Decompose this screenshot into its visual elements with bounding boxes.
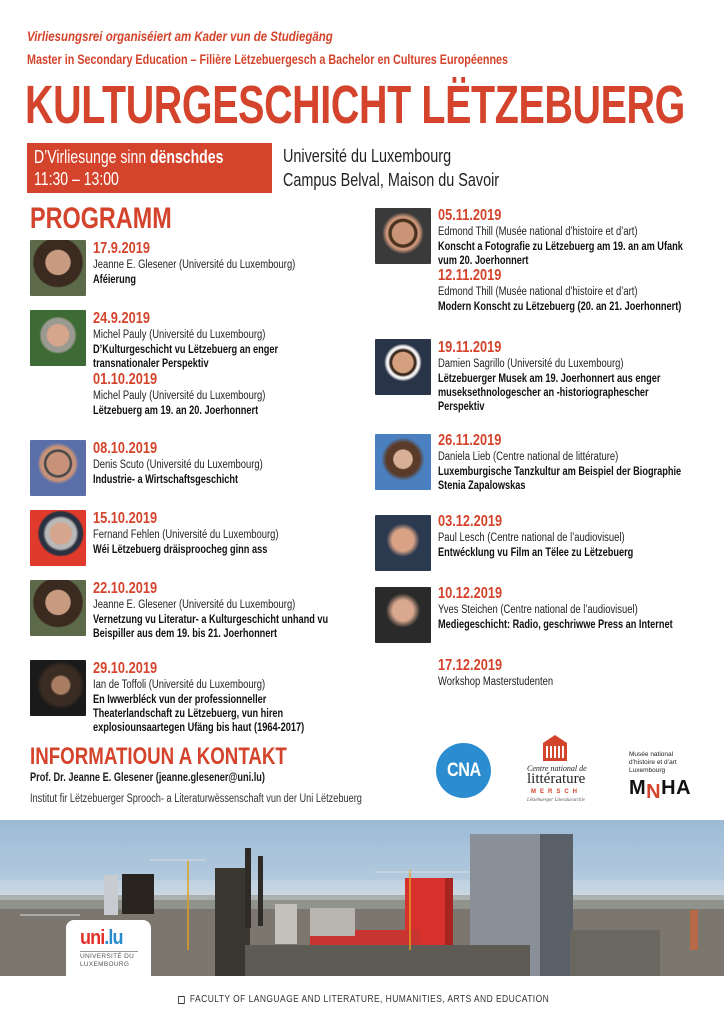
programme-entry (438, 267, 724, 314)
cnl-house-icon (540, 733, 570, 763)
mnha-caption (629, 751, 719, 775)
entry-date: 19.11.2019 (438, 339, 502, 356)
entry-speaker: Damien Sagrillo (Université du Luxembourg) (438, 358, 624, 370)
cna-logo-text: CNA (446, 759, 481, 781)
entry-date: 05.11.2019 (438, 207, 502, 224)
cnl-line1: Centre national de (527, 764, 587, 773)
venue (283, 144, 553, 192)
series-subtitle: Virliesungsrei organiséiert am Kader vun de Studiegäng (27, 28, 333, 44)
portrait-edmond-thill (375, 208, 431, 264)
entry-talk: Industrie- a Wirtschaftsgeschicht (93, 474, 239, 486)
entry-speaker: Paul Lesch (Centre national de l’audiovisuel) (438, 532, 625, 544)
entry-talk: Entwécklung vu Film an Tëlee zu Lëtzebuerg (438, 547, 634, 559)
programme-entry (93, 440, 300, 487)
schedule-box (27, 143, 272, 193)
entry-talk: Mediegeschicht: Radio, geschriwwe Press an Internet (438, 619, 673, 631)
entry-speaker: Denis Scuto (Université du Luxembourg) (93, 459, 263, 471)
entry-talk: Luxemburgische Tanzkultur am Beispiel der Biographie (438, 466, 682, 478)
portrait-jeanne-glesener (30, 580, 86, 636)
entry-date: 08.10.2019 (93, 440, 158, 457)
portrait-daniela-lieb (375, 434, 431, 490)
entry-speaker: Edmond Thill (Musée national d’histoire et d’art) (438, 226, 638, 238)
unilu-uni: uni (80, 927, 105, 949)
entry-talk: Wéi Lëtzebuerg dräisproocheg ginn ass (93, 544, 268, 556)
cnl-line3: MERSCH (531, 789, 582, 795)
unilu-wordmark (80, 927, 123, 950)
programme-entry (438, 207, 724, 268)
portrait-paul-lesch (375, 515, 431, 571)
entry-speaker: Workshop Masterstudenten (438, 676, 554, 688)
mnha-n: N (646, 781, 662, 803)
entry-talk: explosiounsaartegen Ufäng bis haut (1964-2017) (93, 722, 305, 734)
programme-entry (93, 580, 387, 641)
entry-speaker: Yves Steichen (Centre national de l’audiovisuel) (438, 604, 638, 616)
entry-talk: Modern Konscht zu Lëtzebuerg (20. an 21. Joerhonnert) (438, 301, 682, 313)
entry-talk: transnationaler Perspektiv (93, 358, 209, 370)
unilu-lu: .lu (104, 927, 123, 949)
entry-talk: Stenia Zapalowskas (438, 480, 526, 492)
entry-speaker: Jeanne E. Glesener (Université du Luxembourg) (93, 259, 296, 271)
portrait-yves-steichen (375, 587, 431, 643)
unilu-logo (66, 920, 151, 976)
entry-date: 10.12.2019 (438, 585, 503, 602)
entry-talk: Lëtzebuerger Musek am 19. Joerhonnert aus enger (438, 373, 661, 385)
entry-date: 26.11.2019 (438, 432, 502, 449)
portrait-damien-sagrillo (375, 339, 431, 395)
faculty-footer (178, 994, 549, 1005)
programme-entry (438, 339, 716, 414)
entry-speaker: Michel Pauly (Université du Luxembourg) (93, 390, 266, 402)
cna-logo (436, 743, 491, 798)
entry-date: 22.10.2019 (93, 580, 158, 597)
portrait-michel-pauly (30, 310, 86, 366)
entry-date: 29.10.2019 (93, 660, 158, 677)
entry-date: 12.11.2019 (438, 267, 502, 284)
unilu-caption (80, 953, 134, 969)
entry-date: 15.10.2019 (93, 510, 158, 527)
mnha-caption-line1: Musée national (629, 751, 674, 758)
entry-date: 17.12.2019 (438, 657, 503, 674)
entry-speaker: Daniela Lieb (Centre national de littérature) (438, 451, 619, 463)
programme-entry (93, 371, 303, 418)
entry-talk: vum 20. Joerhonnert (438, 255, 529, 267)
programme-entry (93, 660, 357, 735)
entry-date: 17.9.2019 (93, 240, 150, 257)
entry-talk: Beispiller aus dem 19. bis 21. Joerhonnert (93, 628, 278, 640)
entry-date: 24.9.2019 (93, 310, 150, 327)
entry-date: 01.10.2019 (93, 371, 158, 388)
contact-institute: Institut fir Lëtzebuerger Sprooch- a Literaturwëssenschaft vun der Uni Lëtzebuerg (30, 793, 362, 805)
faculty-name: FACULTY OF LANGUAGE AND LITERATURE, HUMANITIES, ARTS AND EDUCATION (189, 994, 550, 1005)
unilu-divider (80, 951, 138, 952)
schedule-day-prefix: D’Virliesunge sinn (34, 147, 151, 167)
venue-university: Université du Luxembourg (283, 146, 452, 166)
mnha-caption-line2: d’histoire et d’art (629, 759, 677, 766)
entry-talk: D’Kulturgeschicht vu Lëtzebuerg an enger (93, 344, 279, 356)
programme-entry (438, 657, 578, 690)
entry-speaker: Fernand Fehlen (Université du Luxembourg) (93, 529, 279, 541)
entry-talk: Theaterlandschaft zu Lëtzebuerg, vun hiren (93, 708, 284, 720)
mnha-logo (629, 751, 719, 803)
entry-talk: Aféierung (93, 274, 136, 286)
contact-person[interactable]: Prof. Dr. Jeanne E. Glesener (jeanne.glesener@uni.lu) (30, 772, 265, 784)
entry-talk: Perspektiv (438, 401, 485, 413)
cnl-logo (523, 731, 595, 811)
faculty-square-icon (178, 996, 185, 1004)
info-heading: INFORMATIOUN A KONTAKT (30, 743, 287, 770)
mnha-wordmark (629, 777, 719, 803)
entry-date: 03.12.2019 (438, 513, 503, 530)
programme-entry (93, 310, 324, 371)
entry-talk: Konscht a Fotografie zu Lëtzebuerg am 19. an am Ufank (438, 241, 683, 253)
entry-speaker: Michel Pauly (Université du Luxembourg) (93, 329, 266, 341)
entry-talk: Vernetzung vu Literatur- a Kulturgeschicht unhand vu (93, 614, 329, 626)
entry-talk: museksethnologescher an -historiographescher (438, 387, 649, 399)
schedule-weekday: dënschdes (150, 147, 224, 167)
venue-campus: Campus Belval, Maison du Savoir (283, 170, 500, 190)
portrait-denis-scuto (30, 440, 86, 496)
programme-entry (93, 240, 340, 287)
mnha-ha: HA (661, 777, 692, 799)
cnl-line2: littérature (527, 771, 586, 787)
entry-talk: En Iwwerbléck vun der professionneller (93, 694, 267, 706)
entry-speaker: Ian de Toffoli (Université du Luxembourg) (93, 679, 266, 691)
cnl-line4: Lëtzebuerger Literaturarchiv (527, 798, 586, 803)
programme-entry (438, 432, 724, 493)
programme-entry (438, 585, 724, 632)
portrait-fernand-fehlen (30, 510, 86, 566)
mnha-caption-line3: Luxembourg (629, 767, 666, 774)
portrait-ian-de-toffoli (30, 660, 86, 716)
portrait-jeanne-glesener (30, 240, 86, 296)
schedule-time: 11:30 – 13:00 (34, 169, 119, 189)
entry-speaker: Jeanne E. Glesener (Université du Luxembourg) (93, 599, 296, 611)
mnha-m: M (629, 777, 647, 799)
poster-title: KULTURGESCHICHT LËTZEBUERG (25, 75, 685, 135)
programme-entry (438, 513, 682, 560)
unilu-caption-line1: UNIVERSITÉ DU (80, 953, 135, 960)
schedule-day (34, 146, 224, 168)
unilu-caption-line2: LUXEMBOURG (80, 961, 130, 968)
entry-speaker: Edmond Thill (Musée national d’histoire et d’art) (438, 286, 638, 298)
entry-talk: Lëtzebuerg am 19. an 20. Joerhonnert (93, 405, 259, 417)
programme-subtitle: Master in Secondary Education – Filière Lëtzebuergesch a Bachelor en Cultures Européennes (27, 51, 509, 67)
programme-heading: PROGRAMM (30, 202, 172, 235)
programme-entry (93, 510, 319, 557)
